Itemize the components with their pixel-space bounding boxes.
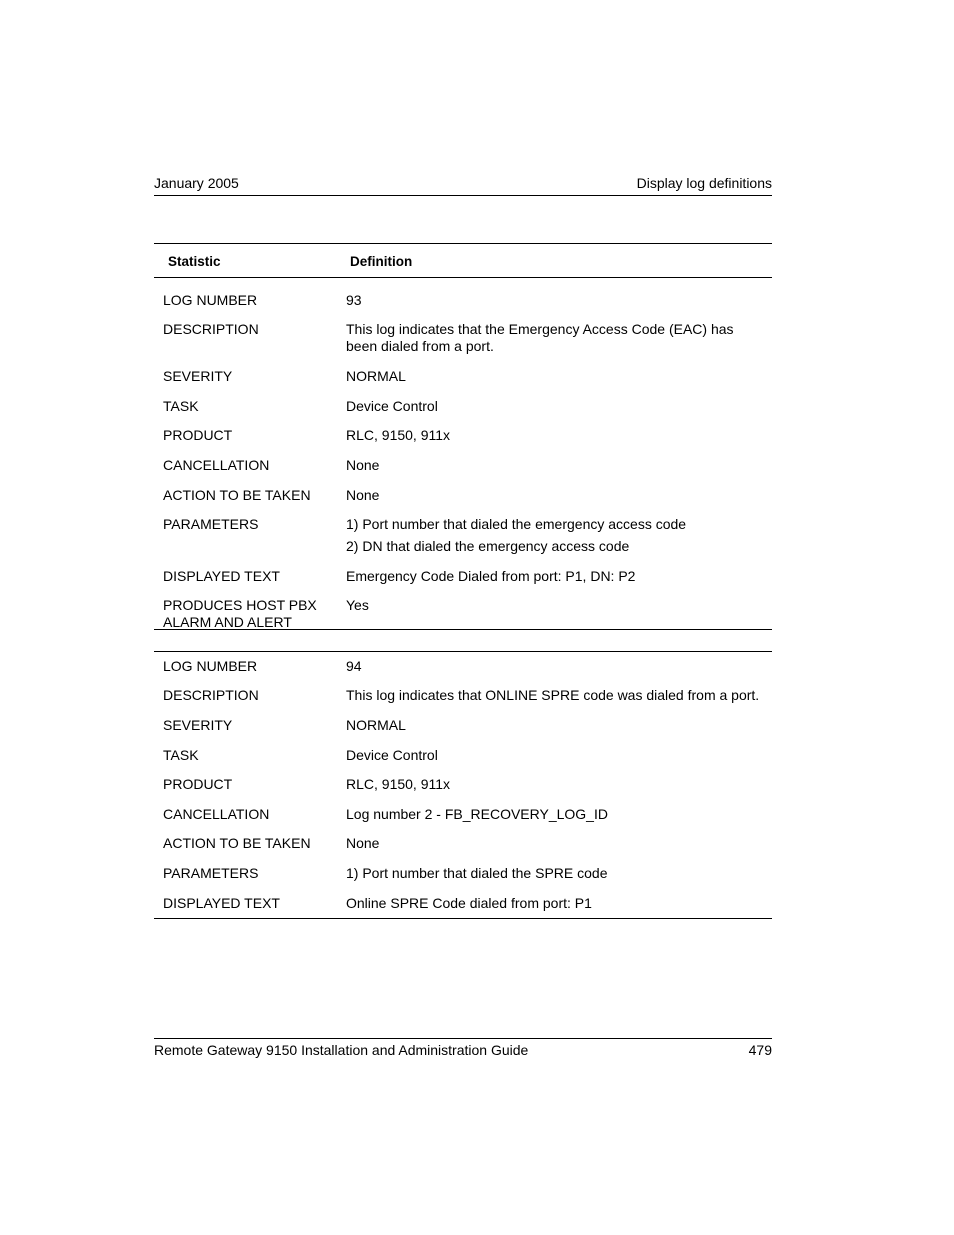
definition-cell bbox=[346, 568, 766, 585]
statistic-cell: PRODUCT bbox=[163, 427, 233, 443]
definition-line: 1) Port number that dialed the SPRE code bbox=[346, 865, 608, 881]
definition-cell bbox=[346, 835, 766, 852]
definition-line: None bbox=[346, 457, 380, 473]
definition-line: This log indicates that the Emergency Access Code (EAC) has been dialed from a port. bbox=[346, 321, 734, 354]
statistic-cell: PARAMETERS bbox=[163, 516, 259, 532]
definition-line: None bbox=[346, 487, 380, 503]
header-date: January 2005 bbox=[154, 175, 239, 191]
definition-cell bbox=[346, 687, 766, 704]
statistic-cell: ACTION TO BE TAKEN bbox=[163, 835, 311, 851]
definition-line: 2) DN that dialed the emergency access code bbox=[346, 538, 630, 554]
statistic-cell: DESCRIPTION bbox=[163, 321, 259, 337]
definition-line: RLC, 9150, 911x bbox=[346, 776, 451, 792]
definition-line: Device Control bbox=[346, 747, 438, 763]
definition-cell bbox=[346, 321, 766, 355]
definition-line: Log number 2 - FB_RECOVERY_LOG_ID bbox=[346, 806, 608, 822]
statistic-cell: PARAMETERS bbox=[163, 865, 259, 881]
page-number: 479 bbox=[748, 1042, 772, 1058]
definition-cell bbox=[346, 776, 766, 793]
definition-cell bbox=[346, 292, 766, 309]
statistic-cell: DISPLAYED TEXT bbox=[163, 895, 280, 911]
log-94-table bbox=[154, 651, 772, 919]
definition-line: RLC, 9150, 911x bbox=[346, 427, 451, 443]
footer-document-title: Remote Gateway 9150 Installation and Administration Guide bbox=[154, 1042, 529, 1058]
definition-line: This log indicates that ONLINE SPRE code was dialed from a port. bbox=[346, 687, 760, 703]
definition-line: 1) Port number that dialed the emergency access code bbox=[346, 516, 687, 532]
definition-cell bbox=[346, 658, 766, 675]
statistic-cell: TASK bbox=[163, 398, 199, 414]
definition-line: Online SPRE Code dialed from port: P1 bbox=[346, 895, 592, 911]
definition-cell bbox=[346, 516, 766, 555]
definition-line: NORMAL bbox=[346, 717, 406, 733]
definition-cell bbox=[346, 427, 766, 444]
definition-line: NORMAL bbox=[346, 368, 406, 384]
statistic-cell: LOG NUMBER bbox=[163, 292, 258, 308]
statistic-cell: DESCRIPTION bbox=[163, 687, 259, 703]
statistic-cell: LOG NUMBER bbox=[163, 658, 258, 674]
definition-cell bbox=[346, 368, 766, 385]
statistic-cell: DISPLAYED TEXT bbox=[163, 568, 280, 584]
table-header-row bbox=[154, 244, 772, 278]
definition-line: Emergency Code Dialed from port: P1, DN: P2 bbox=[346, 568, 636, 584]
statistic-cell: CANCELLATION bbox=[163, 806, 270, 822]
log-93-table bbox=[154, 243, 772, 630]
statistic-cell: PRODUCES HOST PBX ALARM AND ALERT bbox=[163, 597, 317, 630]
definition-cell bbox=[346, 487, 766, 504]
table-body bbox=[154, 278, 772, 629]
definition-cell bbox=[346, 457, 766, 474]
page-footer bbox=[154, 1038, 772, 1061]
statistic-cell: SEVERITY bbox=[163, 717, 233, 733]
definition-cell bbox=[346, 865, 766, 882]
statistic-cell: ACTION TO BE TAKEN bbox=[163, 487, 311, 503]
header-section-title: Display log definitions bbox=[636, 175, 772, 191]
definition-line: 94 bbox=[346, 658, 362, 674]
definition-cell bbox=[346, 398, 766, 415]
statistic-cell: PRODUCT bbox=[163, 776, 233, 792]
definition-line: Device Control bbox=[346, 398, 438, 414]
definition-cell bbox=[346, 747, 766, 764]
statistic-cell: CANCELLATION bbox=[163, 457, 270, 473]
page-header bbox=[154, 174, 772, 196]
definition-line: 93 bbox=[346, 292, 362, 308]
statistic-cell: TASK bbox=[163, 747, 199, 763]
definition-line: Yes bbox=[346, 597, 369, 613]
definition-line: None bbox=[346, 835, 380, 851]
definition-column-header: Definition bbox=[350, 254, 413, 269]
statistic-cell: SEVERITY bbox=[163, 368, 233, 384]
definition-cell bbox=[346, 806, 766, 823]
definition-cell bbox=[346, 597, 766, 614]
definition-cell bbox=[346, 895, 766, 912]
definition-cell bbox=[346, 717, 766, 734]
table-body bbox=[154, 652, 772, 918]
statistic-column-header: Statistic bbox=[168, 254, 221, 269]
